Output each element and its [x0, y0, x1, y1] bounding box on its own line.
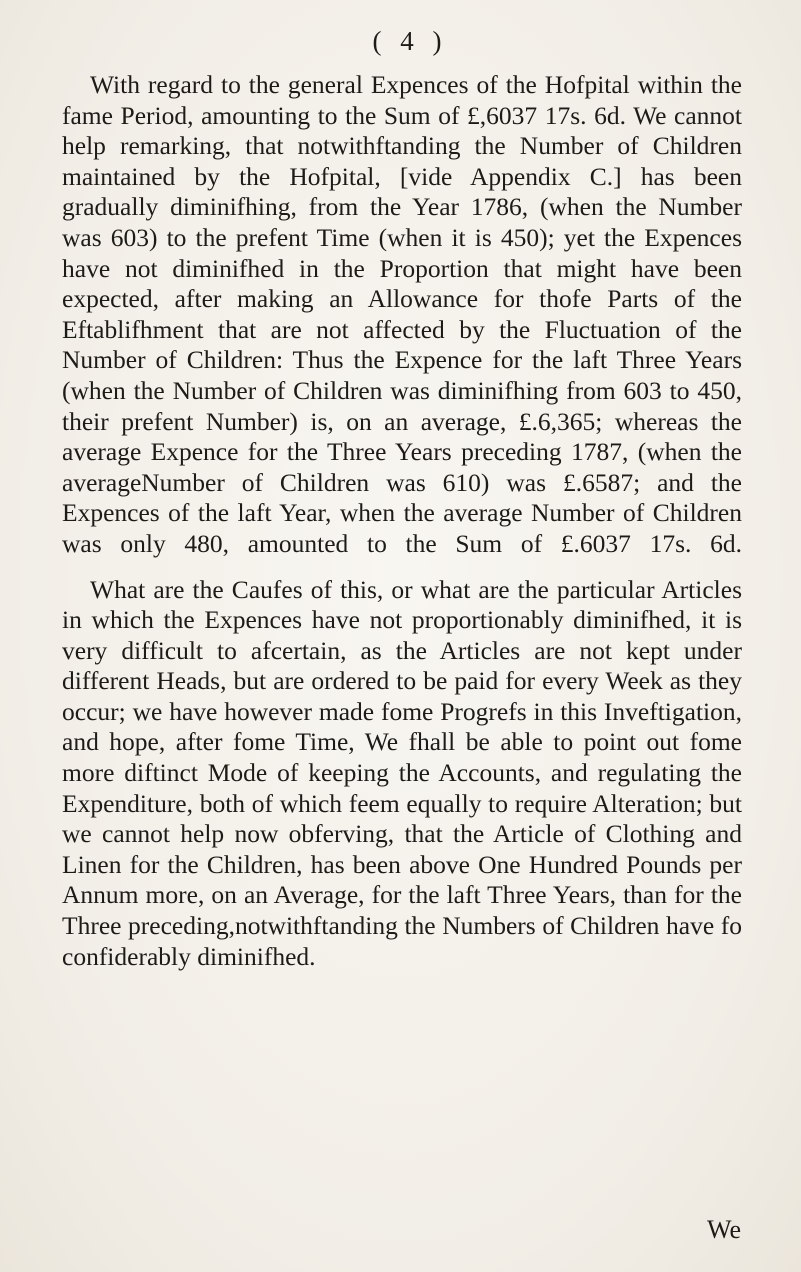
paragraph-expences: With regard to the general Expences of the Hofpital within the fame Period, amounting to the Sum of £,6037 17s. 6d. We cannot help remarking, that notwithftanding the Number of Children maintained by the Hofpital, [vide Appendix C.] has been gradually diminifhing, from the Year 1786, (when the Number was 603) to the prefent Time (when it is 450); yet the Expences have not diminifhed in the Proportion that might have been expected, after making an Allowance for thofe Parts of the Eftablifhment that are not affected by the Fluctuation of the Number of Children: Thus the Expence for the laft Three Years (when the Number of Children was diminifhing from 603 to 450, their prefent Number) is, on an average, £.6,365; whereas the average Expence for the Three Years preceding 1787, (when the averageNumber of Children was 610) was £.6587; and the Expences of the laft Year, when the average Number of Children was only 480, amounted to the Sum of £.6037 17s. 6d.	[62, 70, 742, 558]
paragraph-causes: What are the Caufes of this, or what are the particular Articles in which the Expences have not proportionably diminifhed, it is very difficult to afcertain, as the Articles are not kept under different Heads, but are ordered to be paid for every Week as they occur; we have however made fome Progrefs in this Inveftigation, and hope, after fome Time, We fhall be able to point out fome more diftinct Mode of keeping the Accounts, and regulating the Expenditure, both of which feem equally to require Alteration; but we cannot help now obferving, that the Article of Clothing and Linen for the Children, has been above One Hundred Pounds per Annum more, on an Average, for the laft Three Years, than for the Three preceding,notwithftanding the Numbers of Children have fo confiderably diminifhed.	[62, 574, 742, 971]
body-text	[62, 70, 742, 972]
page-number: ( 4 )	[372, 26, 448, 56]
catchword: We	[707, 1215, 741, 1244]
